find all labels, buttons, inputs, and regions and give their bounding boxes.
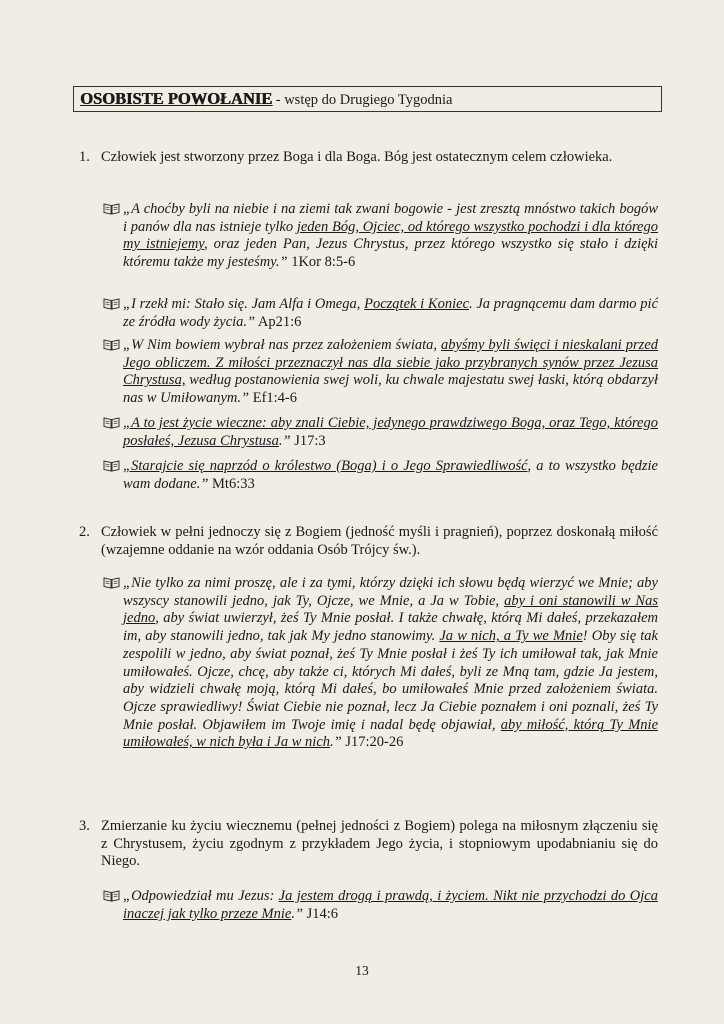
book-icon [103,416,120,429]
book-icon [103,889,120,902]
quote-text: według postanowienia swej woli, ku chwale majestatu swej łaski, którą obdarzył nas w Umiłowanym.” [123,372,658,407]
quote-reference: Mt6:33 [208,475,255,492]
quote-mt [103,458,658,493]
section-header [73,86,662,112]
quote-reference: 1Kor 8:5-6 [287,254,356,271]
quote-text: ! Oby się tak zespolili w jedno, aby świat poznał, żeś Ty Mnie posłał i żeś Ty ich umiłował tak, jak Mnie umiłowałeś. Ojcze, chcę, aby także ci, których Mi dałeś, byli ze Mną tam, gdzie Ja jestem, aby widzieli chwałę moją, którą Mi dałeś, bo umiłowałeś Mnie przed założeniem świata. Ojcze sprawiedliwy! Świat Ciebie nie poznał, lecz Ja Ciebie poznałem i oni poznali, żeś Ty Mnie posłał. Objawiłem im Twoje imię i nadal będę objawiał, [123,628,658,733]
quote-reference: J14:6 [303,905,339,922]
quote-underlined: aby i oni stanowili w Nas jedno [123,592,658,627]
quote-ef [103,337,658,408]
item-text: Człowiek jest stworzony przez Boga i dla Boga. Bóg jest ostatecznym celem człowieka. [101,149,613,165]
quote-reference: J17:3 [290,432,326,449]
quote-text: .” [330,734,342,751]
quote-text: .” [278,432,291,449]
quote-underlined: abyśmy byli święci i nieskalani przed Jego obliczem. Z miłości przeznaczył nas dla siebie jako przybranych synów przez Jezusa Chrystusa, [123,337,658,389]
item-number: 3. [79,818,90,834]
quote-j17-20 [103,575,658,752]
quote-j14 [103,888,658,923]
list-item-1 [79,149,658,167]
quote-text: „W Nim bowiem wybrał nas przez założeniem świata, [123,337,441,353]
quote-ap [103,296,658,331]
quote-text: . Ja pragnącemu dam darmo pić ze źródła wody życia.” [123,296,659,330]
quote-text: , a to wszystko będzie wam dodane.” [123,458,658,492]
quote-text: „Odpowiedział mu Jezus: [123,888,279,904]
item-number: 1. [79,149,90,165]
quote-underlined: jeden Bóg, Ojciec, od którego wszystko pochodzi i dla którego my istniejemy [123,218,658,253]
quote-underlined: Początek i Koniec [364,296,470,312]
quote-reference: Ef1:4-6 [249,390,298,407]
list-item-2 [79,524,658,559]
quote-text: „A choćby byli na niebie i na ziemi tak zwani bogowie - jest zresztą mnóstwo takich bogów i panów dla nas istnieje tylko [123,201,658,235]
quote-text: , aby świat uwierzył, żeś Ty Mnie posłał. I także chwałę, którą Mi dałeś, przekazałem im, aby stanowili jedno, tak jak My jedno stanowimy. [123,610,658,645]
item-number: 2. [79,524,90,540]
page-number: 13 [355,963,369,978]
quote-text: .” [291,905,304,922]
book-icon [103,202,120,215]
quote-text: „Nie tylko za nimi proszę, ale i za tymi, którzy dzięki ich słowu będą wierzyć we Mnie; aby wszyscy stanowili jedno, jak Ty, Ojcze, we Mnie, a Ja w Tobie, [123,575,658,609]
header-dash: - [272,92,285,108]
quote-1kor [103,201,658,272]
book-icon [103,576,120,589]
header-subtitle: wstęp do Drugiego Tygodnia [284,92,453,108]
quote-text: „I rzekł mi: Stało się. Jam Alfa i Omega, [123,296,365,312]
item-text: Człowiek w pełni jednoczy się z Bogiem (jedność myśli i pragnień), poprzez doskonałą miłość (wzajemne oddanie na wzór oddania Osób Trójcy św.). [101,524,658,558]
quote-underlined: „A to jest życie wieczne: aby znali Ciebie, jedynego prawdziwego Boga, oraz Tego, którego posłałeś, Jezusa Chrystusa [123,415,658,449]
item-text: Zmierzanie ku życiu wiecznemu (pełnej jedności z Bogiem) polega na miłosnym złączeniu się z Chrystusem, życiu zgodnym z przykładem Jego życia, i stopniowym upodabnianiu się do Niego. [101,818,658,870]
quote-underlined: aby miłość, którą Ty Mnie umiłowałeś, w nich była i Ja w nich [123,716,659,751]
quote-reference: J17:20-26 [341,734,404,751]
quote-underlined: „Starajcie się naprzód o królestwo (Boga) i o Jego Sprawiedliwość [123,458,528,474]
quote-text: , oraz jeden Pan, Jezus Chrystus, przez którego wszystko się stało i dzięki któremu także my jesteśmy.” [123,236,658,271]
header-title: OSOBISTE POWOŁANIE [80,89,273,108]
quote-j17-3 [103,415,658,450]
book-icon [103,338,120,351]
quote-underlined: Ja w nich, a Ty we Mnie [439,628,583,645]
list-item-3 [79,818,658,871]
book-icon [103,297,120,310]
book-icon [103,459,120,472]
quote-underlined: Ja jestem drogą i prawdą, i życiem. Nikt nie przychodzi do Ojca inaczej jak tylko przeze Mnie [123,888,658,922]
quote-reference: Ap21:6 [255,313,302,330]
